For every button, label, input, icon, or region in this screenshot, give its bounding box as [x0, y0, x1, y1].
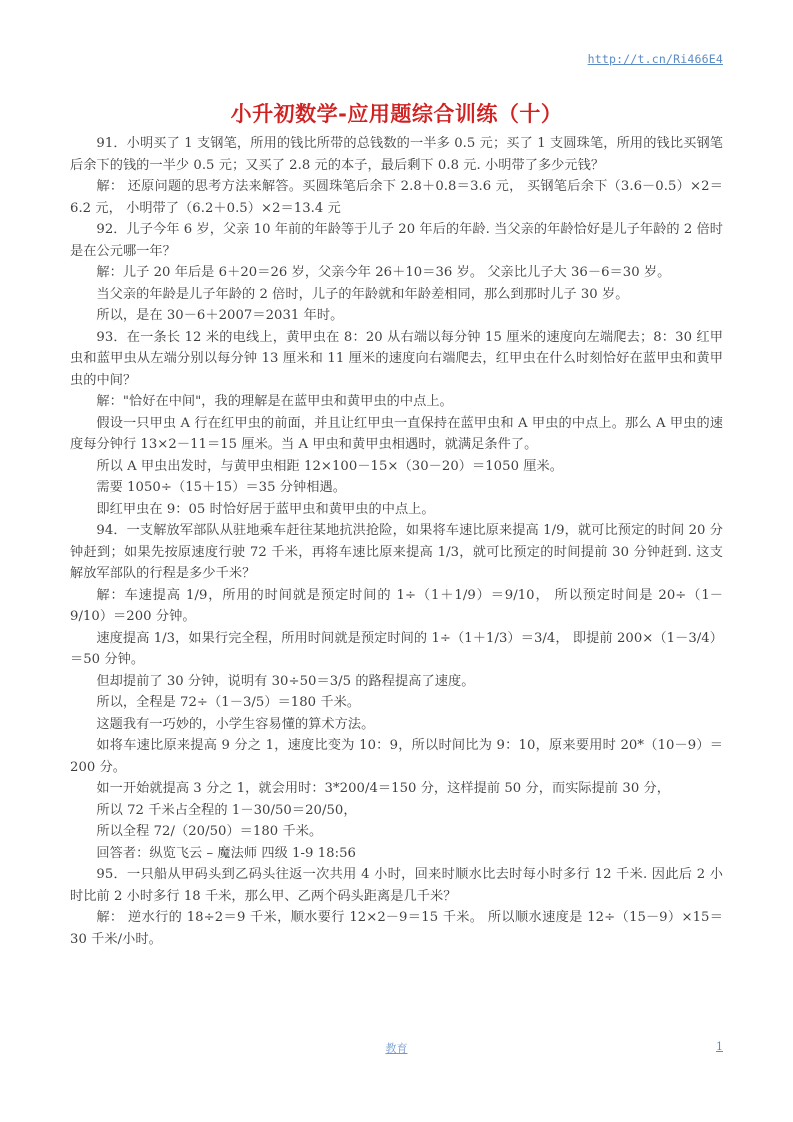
paragraph-solution-91: 解： 还原问题的思考方法来解答。买圆珠笔后余下 2.8＋0.8＝3.6 元， 买钢笔后余下（3.6－0.5）×2＝6.2 元， 小明带了（6.2＋0.5）×2＝13.4 元 — [70, 179, 723, 216]
header-link-row — [70, 52, 723, 66]
paragraph-problem-93: 93．在一条长 12 米的电线上，黄甲虫在 8：20 从右端以每分钟 15 厘米的速度向左端爬去；8：30 红甲虫和蓝甲虫从左端分别以每分钟 13 厘米和 11 厘米的速度向右端爬去，红甲虫在什么时刻恰好在蓝甲虫和黄甲虫的中间？ — [70, 329, 723, 388]
document-body — [70, 133, 723, 950]
paragraph-solution-92-b: 当父亲的年龄是儿子年龄的 2 倍时，儿子的年龄就和年龄差相同，那么到那时儿子 30 岁。 — [96, 286, 629, 302]
paragraph-solution-94-g: 如一开始就提高 3 分之 1，就会用时：3*200/4＝150 分，这样提前 50 分，而实际提前 30 分， — [96, 781, 670, 796]
paragraph-problem-95: 95．一只船从甲码头到乙码头往返一次共用 4 小时，回来时顺水比去时每小时多行 12 千米. 因此后 2 小时比前 2 小时多行 18 千米，那么甲、乙两个码头距离是几千米？ — [70, 867, 723, 904]
paragraph-solution-94-i: 所以全程 72/（20/50）＝180 千米。 — [96, 824, 323, 839]
paragraph-problem-91: 91．小明买了 1 支钢笔，所用的钱比所带的总钱数的一半多 0.5 元；买了 1 支圆珠笔，所用的钱比买钢笔后余下的钱的一半少 0.5 元；又买了 2.8 元的本子，最后剩下 0.8 元. 小明带了多少元钱？ — [70, 136, 723, 173]
paragraph-solution-93-c: 所以 A 甲虫出发时，与黄甲虫相距 12×100－15×（30－20）＝1050 厘米。 — [96, 458, 563, 474]
source-url-link[interactable]: http://t.cn/Ri466E4 — [587, 52, 723, 66]
paragraph-solution-93-a: 解："恰好在中间"，我的理解是在蓝甲虫和黄甲虫的中点上。 — [96, 394, 453, 409]
paragraph-solution-94-b: 速度提高 1/3，如果行完全程，所用时间就是预定时间的 1÷（1＋1/3）＝3/4， 即提前 200×（1－3/4）＝50 分钟。 — [70, 630, 723, 667]
paragraph-solution-93-b: 假设一只甲虫 A 行在红甲虫的前面，并且让红甲虫一直保持在蓝甲虫和 A 甲虫的中点上。那么 A 甲虫的速度每分钟行 13×2－11＝15 厘米。当 A 甲虫和黄甲虫相遇时，就满足条件了。 — [70, 415, 723, 452]
paragraph-solution-94-c: 但却提前了 30 分钟，说明有 30÷50＝3/5 的路程提高了速度。 — [96, 673, 475, 689]
paragraph-problem-92: 92．儿子今年 6 岁，父亲 10 年前的年龄等于儿子 20 年后的年龄. 当父亲的年龄恰好是儿子年龄的 2 倍时是在公元哪一年？ — [70, 222, 723, 259]
page-footer — [70, 1040, 723, 1060]
paragraph-solution-92-a: 解：儿子 20 年后是 6＋20＝26 岁，父亲今年 26＋10＝36 岁。 父亲比儿子大 36－6＝30 岁。 — [96, 265, 671, 280]
footer-education-link[interactable]: 教育 — [385, 1042, 408, 1055]
paragraph-solution-92-c: 所以，是在 30－6＋2007＝2031 年时。 — [96, 308, 344, 323]
paragraph-solution-94-a: 解：车速提高 1/9，所用的时间就是预定时间的 1÷（1＋1/9）＝9/10， 所以预定时间是 20÷（1－9/10）＝200 分钟。 — [70, 587, 723, 624]
footer-page-number: 1 — [716, 1040, 723, 1053]
paragraph-solution-94-f: 如将车速比原来提高 9 分之 1，速度比变为 10：9，所以时间比为 9：10，原来要用时 20*（10－9）＝200 分。 — [70, 738, 723, 775]
paragraph-solution-93-e: 即红甲虫在 9：05 时恰好居于蓝甲虫和黄甲虫的中点上。 — [96, 501, 435, 517]
paragraph-solution-95: 解： 逆水行的 18÷2＝9 千米，顺水要行 12×2－9＝15 千米。 所以顺水速度是 12÷（15－9）×15＝30 千米/小时。 — [70, 910, 723, 947]
paragraph-solution-94-e: 这题我有一巧妙的，小学生容易懂的算术方法。 — [96, 716, 375, 732]
paragraph-solution-94-d: 所以，全程是 72÷（1－3/5）＝180 千米。 — [96, 695, 361, 710]
paragraph-problem-94: 94．一支解放军部队从驻地乘车赶往某地抗洪抢险，如果将车速比原来提高 1/9，就可比预定的时间 20 分钟赶到；如果先按原速度行驶 72 千米，再将车速比原来提高 1/3，就可比预定的时间提前 30 分钟赶到. 这支解放军部队的行程是多少千米？ — [70, 523, 723, 581]
paragraph-solution-94-h: 所以 72 千米占全程的 1－30/50＝20/50， — [96, 802, 357, 818]
page-title: 小升初数学-应用题综合训练（十） — [230, 102, 563, 126]
paragraph-solution-93-d: 需要 1050÷（15＋15）＝35 分钟相遇。 — [96, 480, 346, 495]
paragraph-answerer-credit: 回答者：纵览飞云 – 魔法师 四级 1-9 18:56 — [96, 845, 356, 861]
